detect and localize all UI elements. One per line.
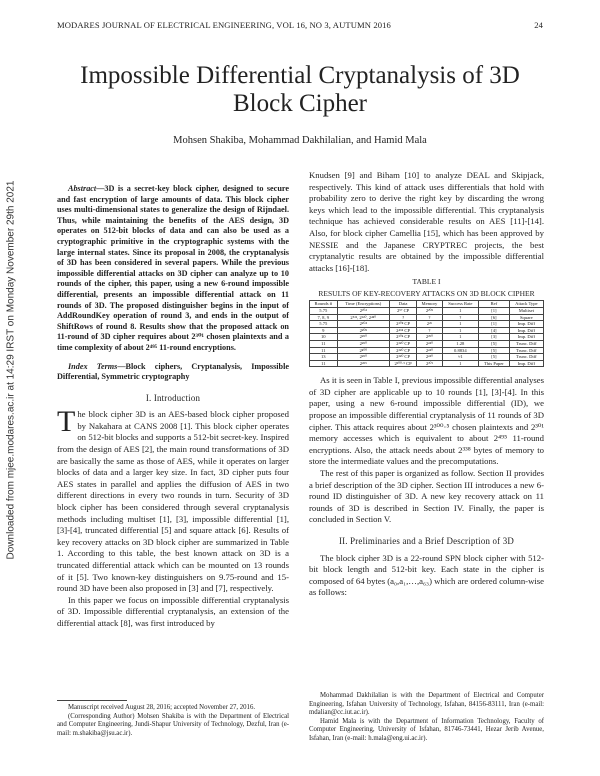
table-cell: ?	[417, 327, 442, 334]
right-paragraph-4: The block cipher 3D is a 22-round SPN block cipher with 512-bit block length and 512-bit key. Each state in the cipher is composed of 64 bytes (a₀,a₁,…,a₆₃) which are ordered column-wise as follows:	[309, 552, 544, 598]
left-column	[57, 184, 289, 630]
table-cell: 2⁹⁷ CP	[389, 307, 416, 314]
table-cell: 2³⁰¹	[417, 360, 442, 367]
table-cell: 5.75	[310, 321, 338, 328]
table-cell: 2³⁰⁴ CP	[389, 334, 416, 341]
table-cell: This Paper	[479, 360, 510, 367]
table-cell: 2⁴⁰⁸	[337, 327, 389, 334]
table-cell: Imp. Diff	[509, 334, 543, 341]
table-cell: 1	[442, 360, 479, 367]
table-cell: 1.28	[442, 340, 479, 347]
intro-paragraph-2: In this paper we focus on impossible differential cryptanalysis of 3D. Impossible differential cryptanalysis, an extension of the differential attack [8], was first introduced by	[57, 594, 289, 628]
table-cell: 2²⁶	[417, 321, 442, 328]
table-cell: 2⁴⁹⁵	[337, 360, 389, 367]
abstract: Abstract—3D is a secret-key block cipher, designed to secure and fast encryption of large amounts of data. This block cipher uses multi-dimensional states to generalize the design of Rijndael. Thus, while maintaining the benefits of the AES design, 3D operates on 512-bit blocks of data and can also be used as a cryptographic primitive in the cryptographic systems with the large internal states. Since its proposal in 2008, the cryptanalysis of 3D has been considered in several papers. While the previous impossible differential attacks on 3D cipher can analyze up to 10 rounds of the cipher, this paper, using a new 6-round impossible differential, presents an impossible differential attack on 11 rounds of 3D. The proposed distinguisher begins in the input of AddRoundKey operation of round 3, and ends in the output of ShiftRows of round 8. Results show that the proposed attack on 11-round of 3D cipher requires about 2³⁰¹ chosen plaintexts and a time complexity of about 2⁴⁹⁵ 11-round encryptions.	[57, 184, 289, 352]
table-cell: 2²⁴⁰	[417, 354, 442, 361]
table-header-cell: Ref	[479, 301, 510, 308]
section-heading-introduction: I. Introduction	[145, 392, 201, 403]
index-terms-label: Index Terms	[68, 361, 118, 371]
page-number: 24	[534, 20, 543, 30]
table-cell: Multiset	[509, 307, 543, 314]
table-cell: Square	[509, 314, 543, 321]
table-row	[310, 360, 544, 367]
abstract-label: Abstract	[68, 184, 97, 193]
table-cell: ?	[442, 314, 479, 321]
table-cell: Trunc. Diff	[509, 347, 543, 354]
author-list: Mohsen Shakiba, Mohammad Dakhilalian, and Hamid Mala	[173, 135, 427, 146]
table-header-row	[310, 301, 544, 308]
table-cell: 11	[310, 340, 338, 347]
table-header-cell: Time (Encryptions)	[337, 301, 389, 308]
abstract-text: 3D is a secret-key block cipher, designed to secure and fast encryption of large amounts of data. This block cipher uses multi-dimensional states to generalize the design of Rijndael. Thus, while maintaining the benefits of the AES design, 3D operates on 512-bit blocks of data and can also be used as a cryptographic primitive in the cryptographic systems with the large internal states. Since its proposal in 2008, the cryptanalysis of 3D has been considered in several papers. While the previous impossible differential attacks on 3D cipher can analyze up to 10 rounds of the cipher, this paper, using a new 6-round impossible differential, presents an impossible differential attack on 11 rounds of 3D. The proposed distinguisher begins in the input of AddRoundKey operation of round 3, and ends in the output of ShiftRows of round 8. Results show that the proposed attack on 11-round of 3D cipher requires about 2³⁰¹ chosen plaintexts and a time complexity of about 2⁴⁹⁵ 11-round encryptions.	[57, 184, 289, 352]
table-cell: 2²⁴⁰	[417, 347, 442, 354]
table-row	[310, 354, 544, 361]
paper-title: Impossible Differential Cryptanalysis of 3D Block Cipher	[80, 62, 520, 117]
table-cell: Trunc. Diff	[509, 340, 543, 347]
download-note: Downloaded from mjee.modares.ac.ir at 14:29 IRST on Monday November 29th 2021	[5, 180, 17, 560]
table-row	[310, 314, 544, 321]
table-cell: [4]	[479, 327, 510, 334]
footnote-mala: Hamid Mala is with the Department of Information Technology, Faculty of Computer Engineering, University of Isfahan, 81746-73441, Hezar Jerib Avenue, Isfahan, Iran (e-mail: h.mala@eng.ui.ac.ir).	[309, 717, 544, 742]
right-footnotes	[309, 692, 544, 744]
intro-paragraph-1	[57, 405, 289, 595]
table-cell: 2²⁴⁰ CP	[389, 347, 416, 354]
table-cell: 2⁴⁹⁰	[337, 354, 389, 361]
table-cell: [5]	[479, 354, 510, 361]
table-row	[310, 307, 544, 314]
table-cell: [1]	[479, 307, 510, 314]
table-row	[310, 340, 544, 347]
table-cell: 10	[310, 334, 338, 341]
table-cell: 9	[310, 327, 338, 334]
table-label: TABLE I	[412, 277, 441, 287]
table-cell: [6]	[479, 314, 510, 321]
table-cell: ≈1	[442, 354, 479, 361]
table-cell: 1	[442, 334, 479, 341]
footnote-received: Manuscript received August 28, 2016; accepted November 27, 2016.	[68, 704, 256, 711]
journal-name: MODARES JOURNAL OF ELECTRICAL ENGINEERING, VOL 16, NO 3, AUTUMN 2016	[57, 20, 391, 30]
table-cell: 1	[442, 321, 479, 328]
table-row	[310, 334, 544, 341]
table-cell: 2³⁹⁰	[417, 334, 442, 341]
intro-text-1: he block cipher 3D is an AES-based block cipher proposed by Nakahara at CANS 2008 [1]. This block cipher operates on 512-bit blocks and supports a 512-bit secret-key. Inspired from the design of AES [2], the main round transformations of 3D are basically the same as those of AES, while it operates on larger blocks of data and a larger key size. In fact, 3D cipher puts four AES states in parallel and applies the diffusion of AES in two different directions in every two rounds in turn. Security of 3D block cipher has been considered through several cryptanalysis methods including multiset [1], [3], impossible differential [1], [3]-[4], truncated differential [5] and square attack [6]. Results of key recovery attacks on 3D block cipher are summarized in Table 1. According to this table, the best known attack on 3D is a truncated differential attack which can be mounted on 13 rounds of it [5]. Two known-key distinguishers on 9.75-round and 15-round 3D have been also proposed in [3] and [7], respectively.	[57, 409, 289, 594]
table-body	[310, 307, 544, 366]
right-column	[309, 170, 544, 599]
running-header	[57, 20, 543, 30]
section-heading-preliminaries: II. Preliminaries and a Brief Description of 3D	[338, 536, 515, 546]
table-header-cell: Rounds #	[310, 301, 338, 308]
table-cell: 2²⁴⁰ CP	[389, 340, 416, 347]
left-footnotes	[57, 700, 289, 738]
table-cell: 11	[310, 360, 338, 367]
index-terms-text: Block ciphers, Cryptanalysis, Impossible Differential, Symmetric cryptography	[57, 361, 289, 382]
table-cell: 5.75	[310, 307, 338, 314]
download-watermark	[3, 110, 19, 630]
table-cell: 2²⁰⁸	[417, 307, 442, 314]
table-row	[310, 347, 544, 354]
table-cell: 2⁴⁹⁰	[337, 334, 389, 341]
table-row	[310, 321, 544, 328]
table-cell: 2³⁰⁴	[337, 307, 389, 314]
table-caption: RESULTS OF KEY-RECOVERY ATTACKS ON 3D BLOCK CIPHER	[318, 289, 535, 299]
table-header-cell: Memory	[417, 301, 442, 308]
table-cell: [5]	[479, 340, 510, 347]
table-cell: 13	[310, 354, 338, 361]
table-cell: Trunc. Diff	[509, 354, 543, 361]
table-cell: Imp. Diff	[509, 321, 543, 328]
table-cell: 7, 8, 9	[310, 314, 338, 321]
table-header-cell: Success Rate	[442, 301, 479, 308]
table-cell: 1	[442, 307, 479, 314]
table-cell: ?	[389, 314, 416, 321]
table-header-cell: Data	[389, 301, 416, 308]
table-row	[310, 327, 544, 334]
table-cell: 2²⁴⁰	[417, 340, 442, 347]
drop-cap: T	[57, 405, 76, 439]
table-cell: 0.8834	[442, 347, 479, 354]
table-cell: 2³⁰⁰·⁵ CP	[389, 360, 416, 367]
table-cell: [1]	[479, 321, 510, 328]
table-cell: ?	[417, 314, 442, 321]
right-paragraph-2: As it is seen in Table I, previous impossible differential analyses of 3D cipher are applicable up to 10 rounds [1], [3]-[4]. In this paper, using a new 6-round impossible differential (ID), we propose an impossible differential cryptanalysis of 11 rounds of 3D cipher. This attack requires about 2³⁰⁰·⁵ chosen plaintexts and 2³⁰¹ memory accesses which is equivalent to about 2⁴⁹⁵ 11-round encryptions. Also, the attack needs about 2³³⁸ bytes of memory to store the intermediate values and the precomputations.	[309, 375, 544, 467]
index-terms: Index Terms—Block ciphers, Cryptanalysis, Impossible Differential, Symmetric cryptography	[57, 361, 289, 382]
table-cell: 1	[442, 327, 479, 334]
table-header-cell: Attack Type	[509, 301, 543, 308]
table-cell: 2⁴⁰⁰	[337, 347, 389, 354]
table-cell: 2⁴⁹⁰	[337, 340, 389, 347]
table-cell: [3]	[479, 334, 510, 341]
right-paragraph-1: Knudsen [9] and Biham [10] to analyze DEAL and Skipjack, respectively. This kind of attack uses differentials that hold with probability zero to derive the right key by discarding the wrong keys which lead to the impossible differential. This cryptanalysis technique has achieved considerable results on AES [11]-[14]. Also, for block cipher Camellia [15], which has been approved by NESSIE and the Japanese CRYPTREC projects, the best cryptanalytic results are obtained by the impossible differential attacks [16]-[18].	[309, 170, 544, 273]
table-cell: 11	[310, 347, 338, 354]
table-cell: Imp. Diff	[509, 327, 543, 334]
table-cell: 2²⁴⁰ CP	[389, 354, 416, 361]
table-cell: 2⁴⁰⁴	[337, 321, 389, 328]
table-cell: 2⁴⁶⁸ CP	[389, 327, 416, 334]
footnote-dakhilalian: Mohammad Dakhilalian is with the Department of Electrical and Computer Engineering, Isfahan University of Technology, Isfahan, 84156-83111, Iran (e-mail: mdalian@cc.iut.ac.ir).	[309, 692, 544, 717]
right-paragraph-3: The rest of this paper is organized as follow. Section II provides a brief description of the 3D cipher. Section III introduces a new 6-round ID distinguisher of 3D. A new key recovery attack on 11 rounds of 3D is described in Section IV. Finally, the paper is concluded in Section V.	[309, 468, 544, 525]
results-table	[309, 300, 544, 367]
footnote-rule	[57, 700, 127, 701]
table-cell: Imp. Diff	[509, 360, 543, 367]
table-cell: 2⁵³², 2²⁴⁰, 2⁴⁸⁰	[337, 314, 389, 321]
footnote-corresponding-author: (Corresponding Author) Mohsen Shakiba is with the Department of Electrical and Computer Engineering, Jundi-Shapur University of Technology, Dezful, Iran (e-mail: m.shakiba@jsu.ac.ir).	[57, 712, 289, 737]
table-cell: 2²⁰⁸ CP	[389, 321, 416, 328]
table-cell: [5]	[479, 347, 510, 354]
